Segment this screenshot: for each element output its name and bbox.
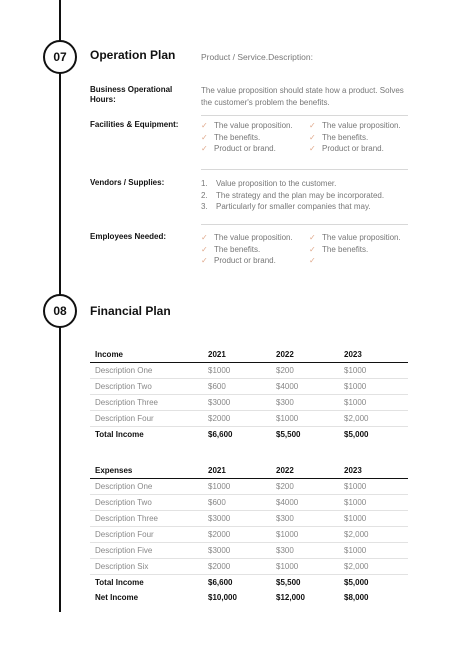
checklist-item: ✓ The benefits. [309,244,369,254]
total-row [90,575,408,591]
table-cell: $2000 [203,411,271,427]
table-cell: $300 [271,511,339,527]
table-cell: Description Two [90,495,203,511]
table-cell: $1000 [271,527,339,543]
table-cell: $12,000 [276,593,305,602]
table-row [90,411,408,427]
check-icon: ✓ [201,132,208,142]
facilities-label: Facilities & Equipment: [90,120,179,129]
vendors-label: Vendors / Supplies: [90,178,165,187]
table-cell: Net Income [95,593,139,602]
divider [201,169,408,170]
table-cell: $5,000 [344,430,369,439]
table-cell: $1000 [339,379,408,395]
table-row [90,479,408,495]
table-row [90,379,408,395]
table-cell: $2,000 [339,411,408,427]
table-row [90,527,408,543]
table-cell: Description Six [90,559,203,575]
table-row [90,495,408,511]
check-icon: ✓ [201,244,208,254]
section-number-badge [43,294,77,328]
table-cell: $1000 [271,411,339,427]
section-number: 08 [53,304,67,318]
table-cell: $200 [271,363,339,379]
table-cell: $2000 [203,559,271,575]
table-cell: $600 [203,379,271,395]
list-item: 3. Particularly for smaller companies that may. [201,202,371,211]
table-row [90,543,408,559]
table-cell: $4000 [271,379,339,395]
table-cell: $1000 [203,479,271,495]
check-icon: ✓ [309,144,316,153]
check-icon: ✓ [201,233,208,242]
table-row [90,363,408,379]
checklist-item: ✓ Product or brand. [201,256,276,265]
table-cell: Description One [90,479,203,495]
table-cell: $6,600 [208,430,233,439]
divider [201,224,408,225]
column-header: 2022 [271,347,339,363]
divider [201,115,408,116]
table-cell: Description Four [90,411,203,427]
table-cell: $1000 [339,511,408,527]
table-cell: Description One [90,363,203,379]
checklist-item [309,255,401,267]
check-icon: ✓ [309,256,316,265]
checklist-item: ✓ The benefits. [309,132,369,142]
column-header: 2023 [339,347,408,363]
check-icon: ✓ [201,121,208,130]
table-cell: Description Three [90,511,203,527]
table-cell: $2,000 [339,527,408,543]
checklist-item: ✓ The benefits. [201,132,261,142]
table-cell: Description Three [90,395,203,411]
table-cell: $600 [203,495,271,511]
checklist-item: ✓ The value proposition. [309,121,401,130]
table-header-row [90,347,408,363]
checklist-item: ✓ The value proposition. [201,233,293,242]
table-cell: $1000 [339,363,408,379]
column-header: 2023 [339,463,408,479]
facilities-checklist-1 [201,120,293,155]
table-cell: $1000 [271,559,339,575]
table-cell: $3000 [203,543,271,559]
table-cell: $200 [271,479,339,495]
table-cell: $2,000 [339,559,408,575]
facilities-checklist-2 [309,120,401,155]
section-number-badge [43,40,77,74]
table-cell: $1000 [339,395,408,411]
checklist-item: ✓ Product or brand. [201,144,276,153]
check-icon: ✓ [309,132,316,142]
table-row [90,559,408,575]
table-cell: Total Income [95,578,144,587]
column-header: Income [90,347,203,363]
list-item: 1. Value proposition to the customer. [201,179,337,188]
checklist-item: ✓ The value proposition. [309,233,401,242]
net-income-row [90,590,408,605]
checklist-item: ✓ Product or brand. [309,144,384,153]
business-hours-text: The value proposition should state how a product. Solves the customer's problem the benefits. [201,86,404,107]
table-cell: Description Two [90,379,203,395]
business-hours-label: Business Operational Hours: [90,85,173,104]
column-header: 2021 [203,347,271,363]
table-cell: $300 [271,395,339,411]
table-cell: $5,500 [276,430,301,439]
table-cell: $300 [271,543,339,559]
check-icon: ✓ [309,244,316,254]
income-table [90,347,408,442]
check-icon: ✓ [309,121,316,130]
table-cell: $8,000 [344,593,369,602]
table-cell: $3000 [203,395,271,411]
checklist-item: ✓ The benefits. [201,244,261,254]
table-cell: $1000 [339,479,408,495]
checklist-item: ✓ The value proposition. [201,121,293,130]
check-icon: ✓ [201,144,208,153]
table-header-row [90,463,408,479]
table-cell: $2000 [203,527,271,543]
vendors-list [201,178,384,213]
section-title: Financial Plan [90,304,171,318]
employees-label: Employees Needed: [90,232,167,241]
column-header: 2021 [203,463,271,479]
table-cell: $1000 [203,363,271,379]
expenses-table [90,463,408,605]
table-cell: Description Five [90,543,203,559]
column-header: 2022 [271,463,339,479]
check-icon: ✓ [309,233,316,242]
section-title: Operation Plan [90,48,176,62]
table-row [90,395,408,411]
table-cell: $5,500 [276,578,301,587]
check-icon: ✓ [201,256,208,265]
table-cell: $3000 [203,511,271,527]
table-cell: Total Income [95,430,144,439]
table-cell: $6,600 [208,578,233,587]
table-row [90,511,408,527]
table-cell: $5,000 [344,578,369,587]
section-number: 07 [53,50,67,64]
employees-checklist-2 [309,232,401,267]
table-cell: $10,000 [208,593,237,602]
employees-checklist-1 [201,232,293,267]
list-item: 2. The strategy and the plan may be incorporated. [201,190,385,200]
total-row [90,427,408,443]
column-header: Expenses [90,463,203,479]
table-cell: Description Four [90,527,203,543]
table-cell: $1000 [339,495,408,511]
section-subtitle: Product / Service.Description: [201,52,313,62]
table-cell: $1000 [339,543,408,559]
table-cell: $4000 [271,495,339,511]
